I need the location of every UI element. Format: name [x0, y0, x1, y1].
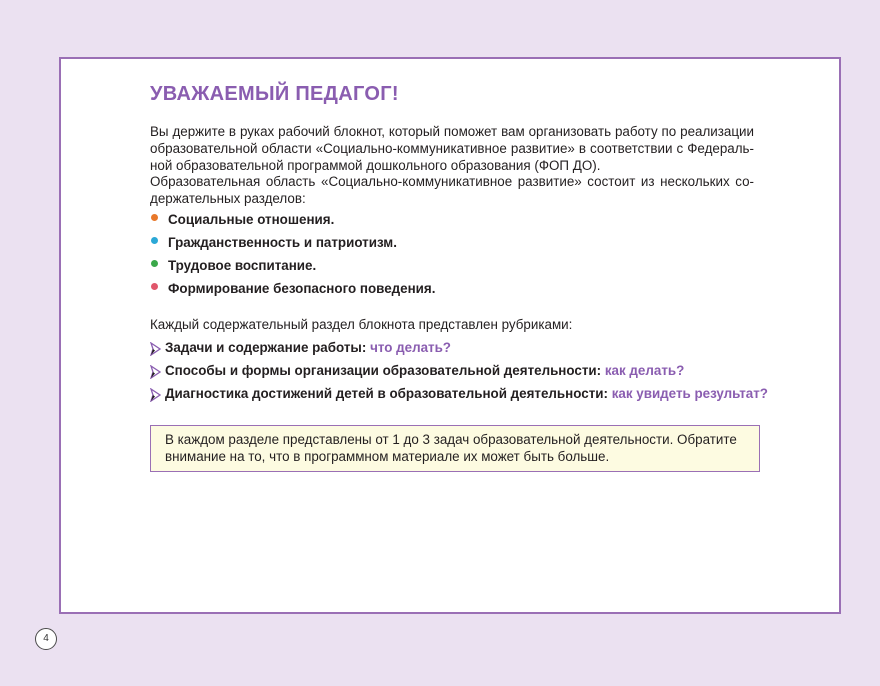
section-label: Формирование безопасного поведения.	[168, 280, 436, 296]
rubric-item	[150, 385, 768, 402]
section-item	[150, 281, 754, 297]
page-frame	[59, 57, 841, 614]
bullet-dot-icon	[151, 237, 158, 244]
section-label: Трудовое воспитание.	[168, 257, 317, 273]
intro-paragraph-2: Образовательная область «Социально-коммуникативное развитие» состоит из нескольких содержательных разделов:	[150, 174, 754, 207]
bullet-dot-icon	[151, 214, 158, 221]
note-box: В каждом разделе представлены от 1 до 3 задач образовательной деятельности. Обратите внимание на то, что в программном материале их может быть больше.	[150, 425, 760, 472]
rubric-item	[150, 340, 754, 356]
content	[150, 81, 768, 472]
arrow-right-icon	[150, 342, 161, 356]
intro-paragraph-1: Вы держите в руках рабочий блокнот, который поможет вам организовать работу по реализации образовательной области «Социально-коммуникативное развитие» в соответствии с Федеральной образовательной программой дошкольного образования (ФОП ДО).	[150, 124, 754, 173]
rubric-label: Задачи и содержание работы:	[165, 339, 367, 355]
rubric-label: Диагностика достижений детей в образовательной деятельности:	[165, 385, 608, 401]
arrow-right-icon	[150, 388, 161, 402]
sections-list	[150, 212, 754, 297]
page-number: 4	[35, 628, 57, 650]
section-label: Гражданственность и патриотизм.	[168, 234, 397, 250]
arrow-right-icon	[150, 365, 161, 379]
rubric-question: как увидеть результат?	[611, 385, 768, 401]
section-item	[150, 258, 754, 274]
section-item	[150, 212, 754, 228]
rubrics-intro: Каждый содержательный раздел блокнота представлен рубриками:	[150, 316, 573, 332]
rubric-label: Способы и формы организации образовательной деятельности:	[165, 362, 602, 378]
rubric-item	[150, 363, 754, 379]
bullet-dot-icon	[151, 260, 158, 267]
section-item	[150, 235, 754, 251]
rubric-question: что делать?	[370, 339, 451, 355]
rubric-question: как делать?	[604, 362, 685, 378]
section-label: Социальные отношения.	[168, 211, 335, 227]
page-title: УВАЖАЕМЫЙ ПЕДАГОГ!	[150, 83, 399, 105]
rubrics-list	[150, 339, 768, 402]
bullet-dot-icon	[151, 283, 158, 290]
